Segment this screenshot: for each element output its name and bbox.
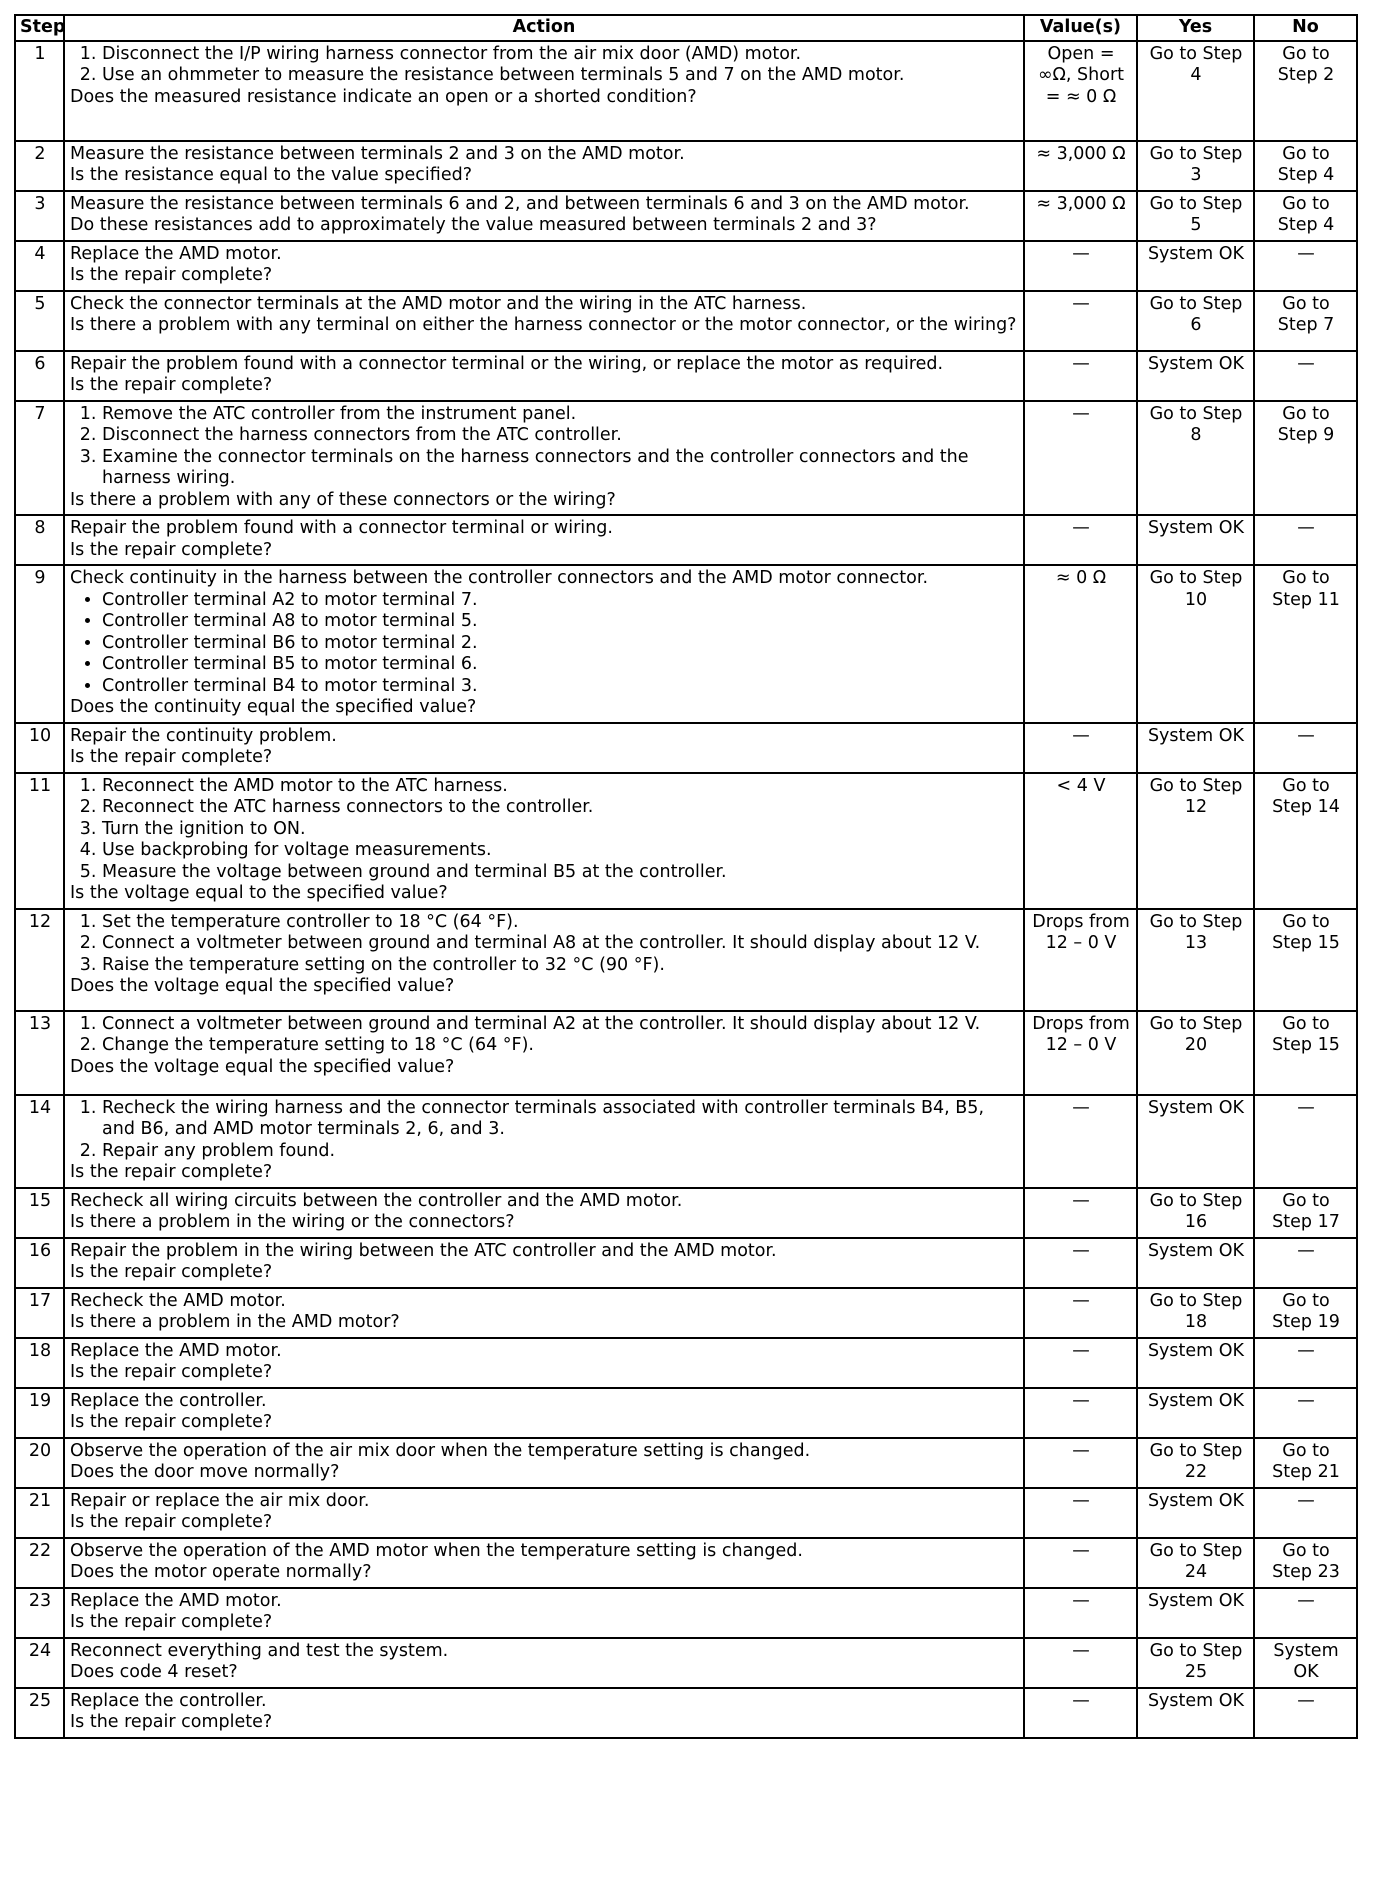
- action-cell: [64, 1438, 1024, 1488]
- yes-cell: System OK: [1137, 1238, 1254, 1288]
- action-text: Repair the problem found with a connector terminal or wiring.: [70, 518, 613, 538]
- step-number: 8: [15, 515, 64, 565]
- value-cell: —: [1024, 1438, 1137, 1488]
- header-row: [15, 15, 1357, 41]
- yes-cell: Go to Step 22: [1137, 1438, 1254, 1488]
- action-question: Is there a problem with any terminal on either the harness connector or the motor connector, or the wiring?: [70, 315, 1017, 335]
- no-cell: —: [1254, 1688, 1357, 1738]
- action-question: Does the motor operate normally?: [70, 1562, 372, 1582]
- action-cell: [64, 515, 1024, 565]
- continuity-checks-list: [70, 590, 1019, 698]
- diagnostic-table: [14, 14, 1358, 1739]
- action-cell: [64, 241, 1024, 291]
- table-row: [15, 723, 1357, 773]
- action-question: Is there a problem in the wiring or the connectors?: [70, 1212, 515, 1232]
- table-row: [15, 773, 1357, 909]
- action-text: Reconnect everything and test the system.: [70, 1640, 449, 1661]
- yes-cell: System OK: [1137, 515, 1254, 565]
- table-row: [15, 351, 1357, 401]
- continuity-check: • Controller terminal B4 to motor terminal 3.: [102, 676, 1019, 698]
- table-row: [15, 1288, 1357, 1338]
- action-step: 1. Remove the ATC controller from the instrument panel.: [102, 404, 1019, 426]
- action-step: 2. Change the temperature setting to 18 °C (64 °F).: [102, 1035, 1019, 1057]
- action-step: 2. Use an ohmmeter to measure the resistance between terminals 5 and 7 on the AMD motor.: [102, 65, 1019, 87]
- action-cell: [64, 1388, 1024, 1438]
- yes-cell: System OK: [1137, 723, 1254, 773]
- action-steps-list: [70, 1098, 1019, 1163]
- value-cell: —: [1024, 515, 1137, 565]
- action-question: Is the repair complete?: [70, 1412, 273, 1432]
- action-cell: [64, 1288, 1024, 1338]
- action-steps-list: [70, 44, 1019, 87]
- value-cell: —: [1024, 723, 1137, 773]
- action-cell: [64, 141, 1024, 191]
- yes-cell: Go to Step 8: [1137, 401, 1254, 516]
- step-number: 4: [15, 241, 64, 291]
- step-number: 23: [15, 1588, 64, 1638]
- action-step: 1. Set the temperature controller to 18 °C (64 °F).: [102, 912, 1019, 934]
- table-row: [15, 291, 1357, 351]
- action-text: Repair the problem in the wiring between the ATC controller and the AMD motor.: [70, 1240, 777, 1261]
- action-step: 5. Measure the voltage between ground and terminal B5 at the controller.: [102, 862, 1019, 884]
- header-value: Value(s): [1024, 15, 1137, 41]
- action-text: Replace the AMD motor.: [70, 1590, 282, 1611]
- step-number: 17: [15, 1288, 64, 1338]
- no-cell: —: [1254, 1388, 1357, 1438]
- action-text: Replace the controller.: [70, 1690, 267, 1711]
- no-cell: Go to Step 2: [1254, 41, 1357, 141]
- no-cell: Go to Step 7: [1254, 291, 1357, 351]
- header-no: No: [1254, 15, 1357, 41]
- action-question: Is the voltage equal to the specified value?: [70, 883, 448, 903]
- action-question: Is the repair complete?: [70, 747, 273, 767]
- action-text: Recheck the AMD motor.: [70, 1290, 286, 1311]
- action-step: 3. Examine the connector terminals on the harness connectors and the controller connectors and the harness wiring.: [102, 447, 1019, 490]
- table-row: [15, 1488, 1357, 1538]
- yes-cell: Go to Step 3: [1137, 141, 1254, 191]
- action-cell: [64, 723, 1024, 773]
- step-number: 3: [15, 191, 64, 241]
- action-cell: [64, 351, 1024, 401]
- no-cell: Go to Step 17: [1254, 1188, 1357, 1238]
- action-cell: [64, 191, 1024, 241]
- no-cell: —: [1254, 1588, 1357, 1638]
- no-cell: System OK: [1254, 1638, 1357, 1688]
- action-question: Does the continuity equal the specified value?: [70, 697, 477, 717]
- table-row: [15, 1688, 1357, 1738]
- table-row: [15, 1011, 1357, 1095]
- action-question: Is the repair complete?: [70, 1362, 273, 1382]
- table-row: [15, 1588, 1357, 1638]
- action-question: Is the repair complete?: [70, 539, 273, 560]
- table-row: [15, 1438, 1357, 1488]
- value-cell: ≈ 3,000 Ω: [1024, 141, 1137, 191]
- action-cell: [64, 41, 1024, 141]
- value-cell: ≈ 0 Ω: [1024, 565, 1137, 723]
- continuity-check: • Controller terminal B5 to motor terminal 6.: [102, 654, 1019, 676]
- action-cell: [64, 291, 1024, 351]
- table-row: [15, 1388, 1357, 1438]
- action-step: 1. Connect a voltmeter between ground and terminal A2 at the controller. It should display about 12 V.: [102, 1014, 1019, 1036]
- action-question: Is the repair complete?: [70, 1712, 273, 1732]
- action-text: Repair or replace the air mix door.: [70, 1490, 370, 1511]
- no-cell: —: [1254, 1238, 1357, 1288]
- step-number: 6: [15, 351, 64, 401]
- continuity-check: • Controller terminal B6 to motor terminal 2.: [102, 633, 1019, 655]
- action-question: Is there a problem in the AMD motor?: [70, 1312, 400, 1332]
- action-question: Does the voltage equal the specified value?: [70, 1056, 455, 1077]
- table-row: [15, 1188, 1357, 1238]
- yes-cell: Go to Step 24: [1137, 1538, 1254, 1588]
- yes-cell: System OK: [1137, 1488, 1254, 1538]
- yes-cell: System OK: [1137, 241, 1254, 291]
- action-step: 2. Reconnect the ATC harness connectors to the controller.: [102, 797, 1019, 819]
- action-steps-list: [70, 1014, 1019, 1057]
- action-cell: [64, 1238, 1024, 1288]
- value-cell: —: [1024, 401, 1137, 516]
- no-cell: —: [1254, 351, 1357, 401]
- yes-cell: System OK: [1137, 1688, 1254, 1738]
- no-cell: —: [1254, 241, 1357, 291]
- value-cell: —: [1024, 1538, 1137, 1588]
- action-cell: [64, 1011, 1024, 1095]
- action-text: Replace the controller.: [70, 1390, 267, 1411]
- value-cell: —: [1024, 1338, 1137, 1388]
- continuity-check: • Controller terminal A2 to motor terminal 7.: [102, 590, 1019, 612]
- action-question: Does the measured resistance indicate an open or a shorted condition?: [70, 86, 697, 107]
- step-number: 15: [15, 1188, 64, 1238]
- value-cell: —: [1024, 1588, 1137, 1638]
- action-question: Does the door move normally?: [70, 1462, 340, 1482]
- no-cell: Go to Step 4: [1254, 191, 1357, 241]
- table-row: [15, 141, 1357, 191]
- value-cell: < 4 V: [1024, 773, 1137, 909]
- no-cell: Go to Step 23: [1254, 1538, 1357, 1588]
- action-steps-list: [70, 912, 1019, 977]
- value-cell: —: [1024, 1388, 1137, 1438]
- table-row: [15, 401, 1357, 516]
- value-cell: —: [1024, 1638, 1137, 1688]
- action-cell: [64, 1095, 1024, 1188]
- action-step: 1. Disconnect the I/P wiring harness connector from the air mix door (AMD) motor.: [102, 44, 1019, 66]
- yes-cell: System OK: [1137, 1338, 1254, 1388]
- table-row: [15, 241, 1357, 291]
- no-cell: Go to Step 4: [1254, 141, 1357, 191]
- no-cell: —: [1254, 723, 1357, 773]
- table-row: [15, 41, 1357, 141]
- value-cell: —: [1024, 1488, 1137, 1538]
- action-text: Observe the operation of the air mix door when the temperature setting is changed.: [70, 1440, 811, 1461]
- action-question: Is the resistance equal to the value specified?: [70, 165, 472, 185]
- step-number: 9: [15, 565, 64, 723]
- action-question: Does the voltage equal the specified value?: [70, 976, 455, 996]
- action-cell: [64, 1488, 1024, 1538]
- value-cell: —: [1024, 1688, 1137, 1738]
- step-number: 16: [15, 1238, 64, 1288]
- yes-cell: Go to Step 25: [1137, 1638, 1254, 1688]
- action-question: Is the repair complete?: [70, 1262, 273, 1282]
- no-cell: Go to Step 11: [1254, 565, 1357, 723]
- action-step: 2. Repair any problem found.: [102, 1141, 1019, 1163]
- step-number: 13: [15, 1011, 64, 1095]
- action-text: Check the connector terminals at the AMD motor and the wiring in the ATC harness.: [70, 293, 807, 314]
- action-text: Recheck all wiring circuits between the controller and the AMD motor.: [70, 1190, 683, 1211]
- table-row: [15, 1238, 1357, 1288]
- step-number: 7: [15, 401, 64, 516]
- step-number: 18: [15, 1338, 64, 1388]
- yes-cell: System OK: [1137, 351, 1254, 401]
- step-number: 25: [15, 1688, 64, 1738]
- step-number: 12: [15, 909, 64, 1011]
- step-number: 24: [15, 1638, 64, 1688]
- action-question: Does code 4 reset?: [70, 1662, 238, 1682]
- no-cell: —: [1254, 1488, 1357, 1538]
- yes-cell: System OK: [1137, 1588, 1254, 1638]
- action-cell: [64, 1638, 1024, 1688]
- yes-cell: System OK: [1137, 1388, 1254, 1438]
- yes-cell: Go to Step 5: [1137, 191, 1254, 241]
- header-action: Action: [64, 15, 1024, 41]
- value-cell: —: [1024, 241, 1137, 291]
- step-number: 11: [15, 773, 64, 909]
- yes-cell: Go to Step 20: [1137, 1011, 1254, 1095]
- action-question: Is the repair complete?: [70, 375, 273, 395]
- action-text: Repair the continuity problem.: [70, 725, 337, 746]
- step-number: 19: [15, 1388, 64, 1438]
- no-cell: Go to Step 21: [1254, 1438, 1357, 1488]
- header-yes: Yes: [1137, 15, 1254, 41]
- step-number: 14: [15, 1095, 64, 1188]
- action-intro: Check continuity in the harness between the controller connectors and the AMD motor connector.: [70, 568, 929, 588]
- header-step: Step: [15, 15, 64, 41]
- action-step: 1. Recheck the wiring harness and the connector terminals associated with controller terminals B4, B5, and B6, and AMD motor terminals 2, 6, and 3.: [102, 1098, 1019, 1141]
- value-cell: —: [1024, 351, 1137, 401]
- action-question: Is the repair complete?: [70, 1612, 273, 1632]
- action-text: Repair the problem found with a connector terminal or the wiring, or replace the motor as required.: [70, 353, 944, 374]
- table-row: [15, 1538, 1357, 1588]
- table-row: [15, 1338, 1357, 1388]
- table-row: [15, 909, 1357, 1011]
- no-cell: Go to Step 14: [1254, 773, 1357, 909]
- yes-cell: Go to Step 12: [1137, 773, 1254, 909]
- action-step: 2. Disconnect the harness connectors from the ATC controller.: [102, 425, 1019, 447]
- action-cell: [64, 1688, 1024, 1738]
- yes-cell: Go to Step 10: [1137, 565, 1254, 723]
- no-cell: —: [1254, 1338, 1357, 1388]
- action-steps-list: [70, 776, 1019, 884]
- yes-cell: Go to Step 16: [1137, 1188, 1254, 1238]
- action-question: Is the repair complete?: [70, 265, 273, 285]
- yes-cell: Go to Step 18: [1137, 1288, 1254, 1338]
- action-cell: [64, 1588, 1024, 1638]
- continuity-check: • Controller terminal A8 to motor terminal 5.: [102, 611, 1019, 633]
- step-number: 5: [15, 291, 64, 351]
- value-cell: Open = ∞Ω, Short = ≈ 0 Ω: [1024, 41, 1137, 141]
- table-row: [15, 1638, 1357, 1688]
- no-cell: —: [1254, 1095, 1357, 1188]
- value-cell: ≈ 3,000 Ω: [1024, 191, 1137, 241]
- action-cell: [64, 1188, 1024, 1238]
- value-cell: —: [1024, 291, 1137, 351]
- action-question: Is there a problem with any of these connectors or the wiring?: [70, 489, 616, 510]
- action-question: Is the repair complete?: [70, 1162, 273, 1182]
- no-cell: Go to Step 15: [1254, 909, 1357, 1011]
- no-cell: Go to Step 19: [1254, 1288, 1357, 1338]
- yes-cell: Go to Step 6: [1137, 291, 1254, 351]
- action-text: Replace the AMD motor.: [70, 243, 282, 264]
- yes-cell: Go to Step 4: [1137, 41, 1254, 141]
- action-cell: [64, 1538, 1024, 1588]
- value-cell: —: [1024, 1095, 1137, 1188]
- no-cell: Go to Step 15: [1254, 1011, 1357, 1095]
- action-cell: [64, 401, 1024, 516]
- action-text: Measure the resistance between terminals 6 and 2, and between terminals 6 and 3 on the AMD motor.: [70, 193, 970, 214]
- no-cell: —: [1254, 515, 1357, 565]
- step-number: 20: [15, 1438, 64, 1488]
- action-step: 3. Raise the temperature setting on the controller to 32 °C (90 °F).: [102, 955, 1019, 977]
- table-row: [15, 191, 1357, 241]
- step-number: 1: [15, 41, 64, 141]
- value-cell: Drops from 12 – 0 V: [1024, 1011, 1137, 1095]
- no-cell: Go to Step 9: [1254, 401, 1357, 516]
- action-step: 3. Turn the ignition to ON.: [102, 819, 1019, 841]
- step-number: 10: [15, 723, 64, 773]
- action-steps-list: [70, 404, 1019, 490]
- yes-cell: System OK: [1137, 1095, 1254, 1188]
- action-cell: [64, 1338, 1024, 1388]
- value-cell: —: [1024, 1238, 1137, 1288]
- table-row: [15, 515, 1357, 565]
- action-question: Do these resistances add to approximately the value measured between terminals 2 and 3?: [70, 215, 877, 235]
- action-cell: [64, 773, 1024, 909]
- action-text: Observe the operation of the AMD motor when the temperature setting is changed.: [70, 1540, 803, 1561]
- step-number: 21: [15, 1488, 64, 1538]
- action-step: 1. Reconnect the AMD motor to the ATC harness.: [102, 776, 1019, 798]
- action-step: 2. Connect a voltmeter between ground and terminal A8 at the controller. It should display about 12 V.: [102, 933, 1019, 955]
- value-cell: —: [1024, 1188, 1137, 1238]
- yes-cell: Go to Step 13: [1137, 909, 1254, 1011]
- action-step: 4. Use backprobing for voltage measurements.: [102, 840, 1019, 862]
- table-row: [15, 1095, 1357, 1188]
- action-text: Measure the resistance between terminals 2 and 3 on the AMD motor.: [70, 143, 685, 164]
- action-question: Is the repair complete?: [70, 1512, 273, 1532]
- action-text: Replace the AMD motor.: [70, 1340, 282, 1361]
- table-row: [15, 565, 1357, 723]
- step-number: 22: [15, 1538, 64, 1588]
- action-cell: [64, 909, 1024, 1011]
- action-cell: [64, 565, 1024, 723]
- value-cell: Drops from 12 – 0 V: [1024, 909, 1137, 1011]
- step-number: 2: [15, 141, 64, 191]
- value-cell: —: [1024, 1288, 1137, 1338]
